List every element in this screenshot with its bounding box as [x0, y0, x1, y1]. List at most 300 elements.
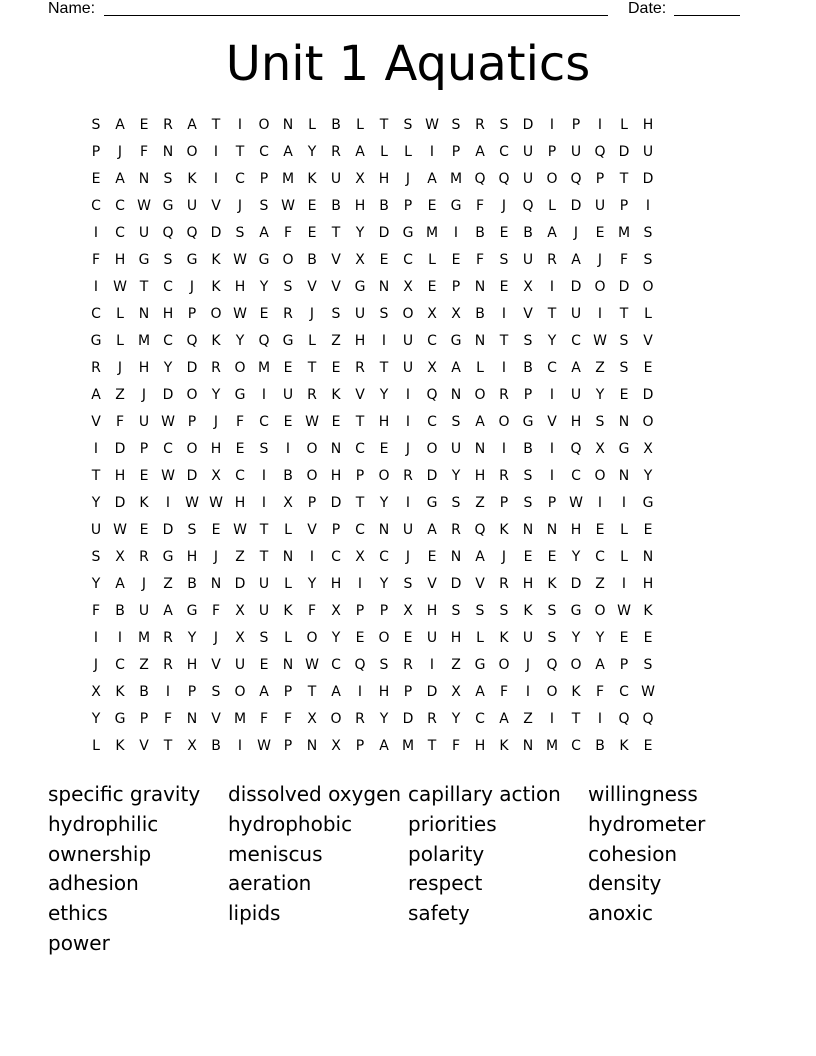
grid-letter[interactable]: T [379, 360, 389, 376]
grid-letter[interactable]: I [357, 576, 363, 592]
grid-letter[interactable]: P [283, 738, 293, 754]
grid-letter[interactable]: Q [354, 657, 366, 673]
grid-letter[interactable]: X [355, 549, 365, 565]
grid-letter[interactable]: A [115, 117, 125, 133]
grid-letter[interactable]: W [233, 522, 247, 538]
grid-letter[interactable]: K [115, 684, 125, 700]
grid-letter[interactable]: F [475, 252, 485, 268]
grid-letter[interactable]: J [213, 549, 219, 565]
grid-letter[interactable]: U [234, 657, 246, 673]
grid-letter[interactable]: X [451, 306, 461, 322]
grid-letter[interactable]: S [499, 603, 509, 619]
grid-letter[interactable]: W [233, 306, 247, 322]
grid-letter[interactable]: Y [235, 333, 245, 349]
grid-letter[interactable]: O [426, 441, 438, 457]
grid-letter[interactable]: T [139, 279, 149, 295]
grid-letter[interactable]: U [402, 360, 414, 376]
grid-letter[interactable]: T [259, 549, 269, 565]
grid-letter[interactable]: S [91, 117, 101, 133]
grid-letter[interactable]: J [573, 225, 579, 241]
grid-letter[interactable]: K [331, 387, 341, 403]
grid-letter[interactable]: A [475, 144, 485, 160]
grid-letter[interactable]: O [234, 684, 246, 700]
grid-letter[interactable]: N [162, 144, 174, 160]
grid-letter[interactable]: H [570, 522, 582, 538]
grid-letter[interactable]: C [499, 144, 509, 160]
grid-letter[interactable]: D [570, 279, 582, 295]
grid-letter[interactable]: H [474, 738, 486, 754]
grid-letter[interactable]: V [307, 279, 317, 295]
grid-letter[interactable]: B [139, 684, 149, 700]
grid-letter[interactable]: N [618, 468, 630, 484]
grid-letter[interactable]: O [186, 387, 198, 403]
grid-letter[interactable]: J [141, 576, 147, 592]
grid-letter[interactable]: E [427, 198, 437, 214]
grid-letter[interactable]: O [210, 306, 222, 322]
grid-letter[interactable]: Z [163, 576, 173, 592]
grid-letter[interactable]: G [570, 603, 582, 619]
grid-letter[interactable]: S [163, 252, 173, 268]
grid-letter[interactable]: F [619, 252, 629, 268]
grid-letter[interactable]: H [642, 576, 654, 592]
grid-letter[interactable]: W [305, 414, 319, 430]
grid-letter[interactable]: R [163, 657, 173, 673]
grid-letter[interactable]: B [475, 225, 485, 241]
grid-letter[interactable]: D [402, 711, 414, 727]
grid-letter[interactable]: P [499, 495, 509, 511]
grid-letter[interactable]: S [619, 360, 629, 376]
grid-letter[interactable]: R [451, 522, 461, 538]
grid-letter[interactable]: Y [307, 144, 317, 160]
grid-letter[interactable]: N [474, 441, 486, 457]
grid-letter[interactable]: G [186, 603, 198, 619]
grid-letter[interactable]: D [378, 225, 390, 241]
grid-letter[interactable]: X [211, 468, 221, 484]
grid-letter[interactable]: J [237, 198, 243, 214]
grid-letter[interactable]: G [474, 657, 486, 673]
grid-letter[interactable]: V [211, 198, 221, 214]
grid-letter[interactable]: H [426, 603, 438, 619]
grid-letter[interactable]: M [257, 360, 271, 376]
grid-letter[interactable]: G [402, 225, 414, 241]
grid-letter[interactable]: Y [379, 711, 389, 727]
grid-letter[interactable]: L [116, 333, 124, 349]
grid-letter[interactable]: E [643, 360, 653, 376]
grid-letter[interactable]: G [186, 252, 198, 268]
grid-letter[interactable]: G [114, 711, 126, 727]
grid-letter[interactable]: T [211, 117, 221, 133]
grid-letter[interactable]: U [354, 306, 366, 322]
grid-letter[interactable]: I [405, 414, 411, 430]
grid-letter[interactable]: Z [475, 495, 485, 511]
grid-letter[interactable]: J [405, 549, 411, 565]
grid-letter[interactable]: E [427, 549, 437, 565]
grid-letter[interactable]: C [235, 171, 245, 187]
grid-letter[interactable]: D [162, 522, 174, 538]
grid-letter[interactable]: P [451, 144, 461, 160]
grid-letter[interactable]: X [403, 279, 413, 295]
grid-letter[interactable]: V [523, 306, 533, 322]
grid-letter[interactable]: A [115, 576, 125, 592]
grid-letter[interactable]: X [403, 603, 413, 619]
grid-letter[interactable]: P [451, 279, 461, 295]
grid-letter[interactable]: D [330, 495, 342, 511]
grid-letter[interactable]: F [307, 603, 317, 619]
grid-letter[interactable]: X [427, 306, 437, 322]
grid-letter[interactable]: V [331, 279, 341, 295]
grid-letter[interactable]: T [619, 171, 629, 187]
grid-letter[interactable]: E [403, 630, 413, 646]
grid-letter[interactable]: C [163, 333, 173, 349]
grid-letter[interactable]: Y [187, 630, 197, 646]
grid-letter[interactable]: S [643, 657, 653, 673]
grid-letter[interactable]: C [163, 441, 173, 457]
grid-letter[interactable]: M [449, 171, 463, 187]
grid-letter[interactable]: T [307, 684, 317, 700]
grid-letter[interactable]: D [618, 279, 630, 295]
grid-letter[interactable]: G [354, 279, 366, 295]
grid-letter[interactable]: U [282, 387, 294, 403]
grid-letter[interactable]: C [259, 414, 269, 430]
grid-letter[interactable]: Q [186, 225, 198, 241]
grid-letter[interactable]: R [331, 144, 341, 160]
grid-letter[interactable]: Z [115, 387, 125, 403]
grid-letter[interactable]: U [258, 576, 270, 592]
grid-letter[interactable]: N [186, 711, 198, 727]
grid-letter[interactable]: Q [642, 711, 654, 727]
grid-letter[interactable]: B [307, 252, 317, 268]
grid-letter[interactable]: D [426, 468, 438, 484]
grid-letter[interactable]: C [259, 144, 269, 160]
grid-letter[interactable]: S [259, 630, 269, 646]
grid-letter[interactable]: W [113, 279, 127, 295]
grid-letter[interactable]: R [475, 117, 485, 133]
grid-letter[interactable]: H [162, 306, 174, 322]
grid-letter[interactable]: E [91, 171, 101, 187]
grid-letter[interactable]: O [186, 441, 198, 457]
grid-letter[interactable]: E [595, 225, 605, 241]
grid-letter[interactable]: J [501, 549, 507, 565]
grid-letter[interactable]: A [259, 225, 269, 241]
grid-letter[interactable]: T [235, 144, 245, 160]
grid-letter[interactable]: F [91, 603, 101, 619]
grid-letter[interactable]: S [235, 225, 245, 241]
grid-letter[interactable]: R [499, 387, 509, 403]
grid-letter[interactable]: M [425, 225, 439, 241]
grid-letter[interactable]: U [330, 171, 342, 187]
grid-letter[interactable]: C [571, 333, 581, 349]
grid-letter[interactable]: U [594, 198, 606, 214]
grid-letter[interactable]: U [570, 144, 582, 160]
grid-letter[interactable]: X [187, 738, 197, 754]
grid-letter[interactable]: N [330, 441, 342, 457]
grid-letter[interactable]: C [379, 549, 389, 565]
grid-letter[interactable]: W [137, 198, 151, 214]
grid-letter[interactable]: T [379, 117, 389, 133]
grid-letter[interactable]: L [620, 522, 628, 538]
grid-letter[interactable]: N [522, 522, 534, 538]
grid-letter[interactable]: I [597, 306, 603, 322]
grid-letter[interactable]: R [427, 711, 437, 727]
grid-letter[interactable]: J [213, 414, 219, 430]
grid-letter[interactable]: O [306, 441, 318, 457]
grid-letter[interactable]: K [643, 603, 653, 619]
grid-letter[interactable]: O [594, 279, 606, 295]
grid-letter[interactable]: B [523, 441, 533, 457]
grid-letter[interactable]: I [237, 117, 243, 133]
grid-letter[interactable]: Z [595, 360, 605, 376]
grid-letter[interactable]: I [213, 144, 219, 160]
grid-letter[interactable]: N [522, 738, 534, 754]
grid-letter[interactable]: D [114, 441, 126, 457]
grid-letter[interactable]: Y [595, 630, 605, 646]
grid-letter[interactable]: Q [162, 225, 174, 241]
grid-letter[interactable]: D [618, 144, 630, 160]
grid-letter[interactable]: E [547, 549, 557, 565]
grid-letter[interactable]: O [546, 171, 558, 187]
grid-letter[interactable]: N [474, 279, 486, 295]
grid-letter[interactable]: I [429, 144, 435, 160]
grid-letter[interactable]: C [571, 468, 581, 484]
grid-letter[interactable]: R [547, 252, 557, 268]
grid-letter[interactable]: E [283, 414, 293, 430]
grid-letter[interactable]: F [499, 684, 509, 700]
grid-letter[interactable]: V [427, 576, 437, 592]
grid-letter[interactable]: F [259, 711, 269, 727]
grid-letter[interactable]: E [523, 549, 533, 565]
grid-letter[interactable]: L [620, 549, 628, 565]
grid-letter[interactable]: U [522, 630, 534, 646]
grid-letter[interactable]: I [405, 387, 411, 403]
grid-letter[interactable]: K [547, 576, 557, 592]
grid-letter[interactable]: D [210, 225, 222, 241]
grid-letter[interactable]: K [187, 171, 197, 187]
grid-letter[interactable]: C [331, 549, 341, 565]
grid-letter[interactable]: S [259, 198, 269, 214]
grid-letter[interactable]: F [235, 414, 245, 430]
grid-letter[interactable]: A [451, 360, 461, 376]
grid-letter[interactable]: Y [91, 576, 101, 592]
grid-letter[interactable]: U [402, 333, 414, 349]
grid-letter[interactable]: H [378, 684, 390, 700]
grid-letter[interactable]: A [475, 549, 485, 565]
grid-letter[interactable]: S [523, 333, 533, 349]
grid-letter[interactable]: L [308, 117, 316, 133]
grid-letter[interactable]: K [499, 522, 509, 538]
grid-letter[interactable]: J [501, 198, 507, 214]
grid-letter[interactable]: V [307, 522, 317, 538]
grid-letter[interactable]: G [234, 387, 246, 403]
grid-letter[interactable]: R [211, 360, 221, 376]
grid-letter[interactable]: Z [235, 549, 245, 565]
grid-letter[interactable]: M [281, 171, 295, 187]
grid-letter[interactable]: T [571, 711, 581, 727]
grid-letter[interactable]: V [475, 576, 485, 592]
grid-letter[interactable]: C [91, 198, 101, 214]
grid-letter[interactable]: Q [474, 522, 486, 538]
grid-letter[interactable]: N [138, 306, 150, 322]
grid-letter[interactable]: U [138, 225, 150, 241]
grid-letter[interactable]: F [91, 252, 101, 268]
grid-letter[interactable]: P [547, 495, 557, 511]
grid-letter[interactable]: R [91, 360, 101, 376]
grid-letter[interactable]: E [643, 738, 653, 754]
grid-letter[interactable]: S [523, 495, 533, 511]
grid-letter[interactable]: D [162, 387, 174, 403]
grid-letter[interactable]: X [91, 684, 101, 700]
grid-letter[interactable]: G [618, 441, 630, 457]
grid-letter[interactable]: K [571, 684, 581, 700]
grid-letter[interactable]: E [283, 360, 293, 376]
grid-letter[interactable]: Z [451, 657, 461, 673]
grid-letter[interactable]: C [355, 441, 365, 457]
grid-letter[interactable]: D [570, 198, 582, 214]
grid-letter[interactable]: E [619, 630, 629, 646]
grid-letter[interactable]: H [522, 576, 534, 592]
grid-letter[interactable]: X [523, 279, 533, 295]
grid-letter[interactable]: I [549, 279, 555, 295]
grid-letter[interactable]: U [402, 522, 414, 538]
grid-letter[interactable]: Z [523, 711, 533, 727]
grid-letter[interactable]: K [115, 738, 125, 754]
grid-letter[interactable]: U [186, 198, 198, 214]
grid-letter[interactable]: N [210, 576, 222, 592]
grid-letter[interactable]: G [258, 252, 270, 268]
grid-letter[interactable]: H [474, 468, 486, 484]
grid-letter[interactable]: W [617, 603, 631, 619]
grid-letter[interactable]: S [547, 603, 557, 619]
grid-letter[interactable]: D [114, 495, 126, 511]
grid-letter[interactable]: A [379, 738, 389, 754]
grid-letter[interactable]: P [355, 738, 365, 754]
grid-letter[interactable]: B [331, 117, 341, 133]
grid-letter[interactable]: V [139, 738, 149, 754]
grid-letter[interactable]: W [185, 495, 199, 511]
grid-letter[interactable]: Q [570, 441, 582, 457]
grid-letter[interactable]: Y [379, 495, 389, 511]
grid-letter[interactable]: P [571, 117, 581, 133]
grid-letter[interactable]: X [595, 441, 605, 457]
grid-letter[interactable]: Y [91, 495, 101, 511]
grid-letter[interactable]: P [187, 684, 197, 700]
grid-letter[interactable]: Y [163, 360, 173, 376]
grid-letter[interactable]: I [357, 684, 363, 700]
grid-letter[interactable]: N [546, 522, 558, 538]
grid-letter[interactable]: T [427, 738, 437, 754]
grid-letter[interactable]: O [546, 684, 558, 700]
grid-letter[interactable]: U [138, 603, 150, 619]
grid-letter[interactable]: I [597, 117, 603, 133]
grid-letter[interactable]: P [355, 468, 365, 484]
grid-letter[interactable]: I [453, 225, 459, 241]
grid-letter[interactable]: P [619, 657, 629, 673]
grid-letter[interactable]: S [499, 117, 509, 133]
grid-letter[interactable]: V [547, 414, 557, 430]
grid-letter[interactable]: O [498, 657, 510, 673]
grid-letter[interactable]: I [597, 495, 603, 511]
grid-letter[interactable]: Y [211, 387, 221, 403]
grid-letter[interactable]: I [621, 576, 627, 592]
grid-letter[interactable]: U [450, 441, 462, 457]
grid-letter[interactable]: B [523, 360, 533, 376]
grid-letter[interactable]: E [499, 225, 509, 241]
grid-letter[interactable]: W [593, 333, 607, 349]
grid-letter[interactable]: Y [259, 279, 269, 295]
grid-letter[interactable]: X [643, 441, 653, 457]
grid-letter[interactable]: Y [331, 630, 341, 646]
grid-letter[interactable]: P [355, 603, 365, 619]
grid-letter[interactable]: S [547, 630, 557, 646]
grid-letter[interactable]: I [381, 333, 387, 349]
grid-letter[interactable]: O [234, 360, 246, 376]
grid-letter[interactable]: N [306, 738, 318, 754]
grid-letter[interactable]: T [331, 225, 341, 241]
grid-letter[interactable]: O [258, 117, 270, 133]
grid-letter[interactable]: D [642, 387, 654, 403]
grid-letter[interactable]: V [355, 387, 365, 403]
grid-letter[interactable]: A [187, 117, 197, 133]
grid-letter[interactable]: O [306, 468, 318, 484]
grid-letter[interactable]: U [522, 144, 534, 160]
grid-letter[interactable]: T [259, 522, 269, 538]
grid-letter[interactable]: L [548, 198, 556, 214]
grid-letter[interactable]: P [139, 711, 149, 727]
grid-letter[interactable]: S [475, 603, 485, 619]
grid-letter[interactable]: T [91, 468, 101, 484]
grid-letter[interactable]: P [331, 522, 341, 538]
grid-letter[interactable]: S [643, 252, 653, 268]
grid-letter[interactable]: C [403, 252, 413, 268]
grid-letter[interactable]: O [378, 468, 390, 484]
grid-letter[interactable]: S [331, 306, 341, 322]
grid-letter[interactable]: I [93, 441, 99, 457]
grid-letter[interactable]: Q [186, 333, 198, 349]
grid-letter[interactable]: X [451, 684, 461, 700]
grid-letter[interactable]: C [163, 279, 173, 295]
grid-letter[interactable]: J [405, 441, 411, 457]
grid-letter[interactable]: S [451, 414, 461, 430]
grid-letter[interactable]: K [523, 603, 533, 619]
grid-letter[interactable]: B [595, 738, 605, 754]
grid-letter[interactable]: K [211, 252, 221, 268]
grid-letter[interactable]: Q [498, 171, 510, 187]
grid-letter[interactable]: S [403, 117, 413, 133]
grid-letter[interactable]: Q [570, 171, 582, 187]
grid-letter[interactable]: Q [618, 711, 630, 727]
grid-letter[interactable]: I [213, 171, 219, 187]
grid-letter[interactable]: A [475, 684, 485, 700]
grid-letter[interactable]: R [355, 711, 365, 727]
grid-letter[interactable]: E [379, 441, 389, 457]
grid-letter[interactable]: D [234, 576, 246, 592]
grid-letter[interactable]: E [355, 630, 365, 646]
grid-letter[interactable]: I [549, 387, 555, 403]
grid-letter[interactable]: N [450, 387, 462, 403]
grid-letter[interactable]: U [426, 630, 438, 646]
grid-letter[interactable]: G [642, 495, 654, 511]
grid-letter[interactable]: P [379, 603, 389, 619]
grid-letter[interactable]: F [283, 711, 293, 727]
grid-letter[interactable]: H [234, 279, 246, 295]
grid-letter[interactable]: M [401, 738, 415, 754]
grid-letter[interactable]: R [139, 549, 149, 565]
grid-letter[interactable]: X [283, 495, 293, 511]
grid-letter[interactable]: D [570, 576, 582, 592]
grid-letter[interactable]: E [139, 117, 149, 133]
grid-letter[interactable]: S [379, 306, 389, 322]
grid-letter[interactable]: T [619, 306, 629, 322]
grid-letter[interactable]: U [642, 144, 654, 160]
